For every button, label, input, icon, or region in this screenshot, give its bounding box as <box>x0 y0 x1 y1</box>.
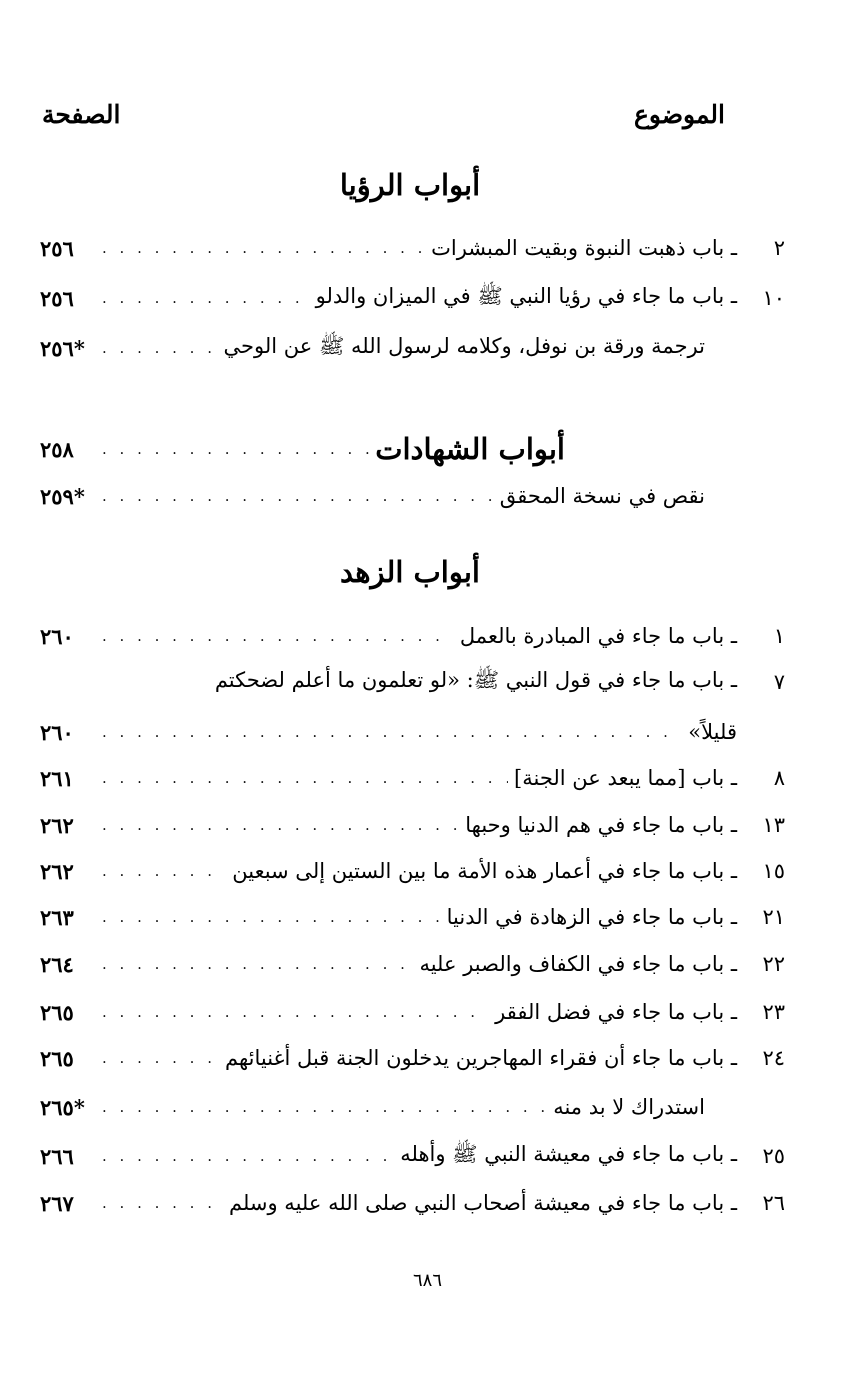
entry-page: ٢٥٦ <box>40 285 74 311</box>
entry-title: ترجمة ورقة بن نوفل، وكلامه لرسول الله ﷺ عن الوحي <box>223 333 705 358</box>
dot-leader <box>102 627 454 645</box>
entry-title: ـ باب ما جاء في المبادرة بالعمل <box>459 624 737 648</box>
entry-number: ٢٥ <box>762 1144 785 1168</box>
entry-number: ١ <box>773 624 785 648</box>
entry-title-continuation: قليلاً» <box>688 720 737 744</box>
index-entry <box>40 228 785 268</box>
entry-number: ٢٤ <box>762 1046 785 1070</box>
dot-leader <box>102 289 310 307</box>
entry-page: ٢٦٥* <box>40 1094 85 1120</box>
entry-number: ٨ <box>773 766 785 790</box>
entry-title: ـ باب ذهبت النبوة وبقيت المبشرات <box>431 236 737 260</box>
entry-number: ٧ <box>773 670 785 694</box>
entry-number: ٢ <box>773 236 785 260</box>
entry-title: ـ باب ما جاء في الكفاف والصبر عليه <box>419 952 737 976</box>
entry-page: ٢٦٤ <box>40 951 74 977</box>
index-entry <box>40 278 785 318</box>
index-entry <box>40 1136 785 1176</box>
index-entry <box>40 616 785 656</box>
dot-leader <box>102 955 413 973</box>
dot-leader <box>102 908 441 926</box>
entry-title: ـ باب ما جاء في هم الدنيا وحبها <box>465 813 737 837</box>
index-entry <box>40 805 785 845</box>
entry-page: ٢٦٠ <box>40 623 74 649</box>
index-entry <box>40 758 785 798</box>
index-entry <box>40 1038 785 1078</box>
entry-number: ٢٣ <box>762 1000 785 1024</box>
dot-leader <box>102 723 682 741</box>
entry-number: ١٠ <box>762 286 785 310</box>
index-entry <box>40 1087 785 1127</box>
section-heading-shahadat: أبواب الشهادات <box>375 432 565 466</box>
dot-leader <box>102 1147 394 1165</box>
entry-number: ١٥ <box>762 859 785 883</box>
entry-number: ٢٦ <box>762 1191 785 1215</box>
dot-leader <box>102 1194 223 1212</box>
entry-page: ٢٦٢ <box>40 812 74 838</box>
entry-page: ٢٥٦* <box>40 335 85 361</box>
index-entry <box>40 897 785 937</box>
topic-column-header: الموضوع <box>634 100 725 129</box>
dot-leader <box>102 1049 219 1067</box>
entry-title: ـ باب ما جاء أن فقراء المهاجرين يدخلون الجنة قبل أغنيائهم <box>224 1046 737 1070</box>
entry-page: ٢٥٦ <box>40 235 74 261</box>
dot-leader <box>102 487 494 505</box>
index-entry <box>40 992 785 1032</box>
index-entry <box>40 1183 785 1223</box>
index-entry <box>40 328 785 368</box>
index-entry <box>40 476 785 516</box>
entry-page: ٢٦٥ <box>40 999 74 1025</box>
entry-page: ٢٦٦ <box>40 1143 74 1169</box>
entry-title: ـ باب ما جاء في رؤيا النبي ﷺ في الميزان والدلو <box>315 283 737 308</box>
dot-leader <box>102 816 459 834</box>
entry-title: ـ باب [مما يبعد عن الجنة] <box>514 766 737 790</box>
page-number: ٦٨٦ <box>412 1270 442 1291</box>
entry-page: ٢٦٢ <box>40 858 74 884</box>
index-entry <box>40 944 785 984</box>
entry-title: ـ باب ما جاء في الزهادة في الدنيا <box>446 905 737 929</box>
entry-page: ٢٦٧ <box>40 1190 74 1216</box>
section-entry-shahadat <box>40 426 785 472</box>
dot-leader <box>102 862 226 880</box>
page-column-header: الصفحة <box>42 100 121 129</box>
entry-page: ٢٥٨ <box>40 436 74 462</box>
entry-title: ـ باب ما جاء في أعمار هذه الأمة ما بين الستين إلى سبعين <box>232 859 737 883</box>
entry-page: ٢٥٩* <box>40 483 85 509</box>
entry-number: ٢١ <box>762 905 785 929</box>
entry-title: ـ باب ما جاء في معيشة أصحاب النبي صلى الله عليه وسلم <box>228 1191 737 1215</box>
entry-number: ١٣ <box>762 813 785 837</box>
index-entry <box>40 851 785 891</box>
entry-title: ـ باب ما جاء في معيشة النبي ﷺ وأهله <box>400 1141 737 1166</box>
dot-leader <box>102 339 218 357</box>
dot-leader <box>102 1003 489 1021</box>
dot-leader <box>102 239 425 257</box>
entry-page: ٢٦٠ <box>40 719 74 745</box>
entry-title: نقص في نسخة المحقق <box>499 484 705 508</box>
entry-page: ٢٦٥ <box>40 1045 74 1071</box>
section-heading-ruya: أبواب الرؤيا <box>339 168 481 202</box>
entry-page: ٢٦٣ <box>40 904 74 930</box>
dot-leader <box>102 1098 547 1116</box>
entry-title: ـ باب ما جاء في فضل الفقر <box>495 1000 737 1024</box>
dot-leader <box>102 769 508 787</box>
index-entry-continuation <box>40 712 785 752</box>
section-heading-zuhd: أبواب الزهد <box>340 555 480 589</box>
entry-title: ـ باب ما جاء في قول النبي ﷺ: «لو تعلمون ما أعلم لضحكتم <box>214 667 737 692</box>
entry-number: ٢٢ <box>762 952 785 976</box>
dot-leader <box>102 440 369 458</box>
entry-title: استدراك لا بد منه <box>553 1095 705 1119</box>
index-entry <box>40 662 785 702</box>
entry-page: ٢٦١ <box>40 765 74 791</box>
